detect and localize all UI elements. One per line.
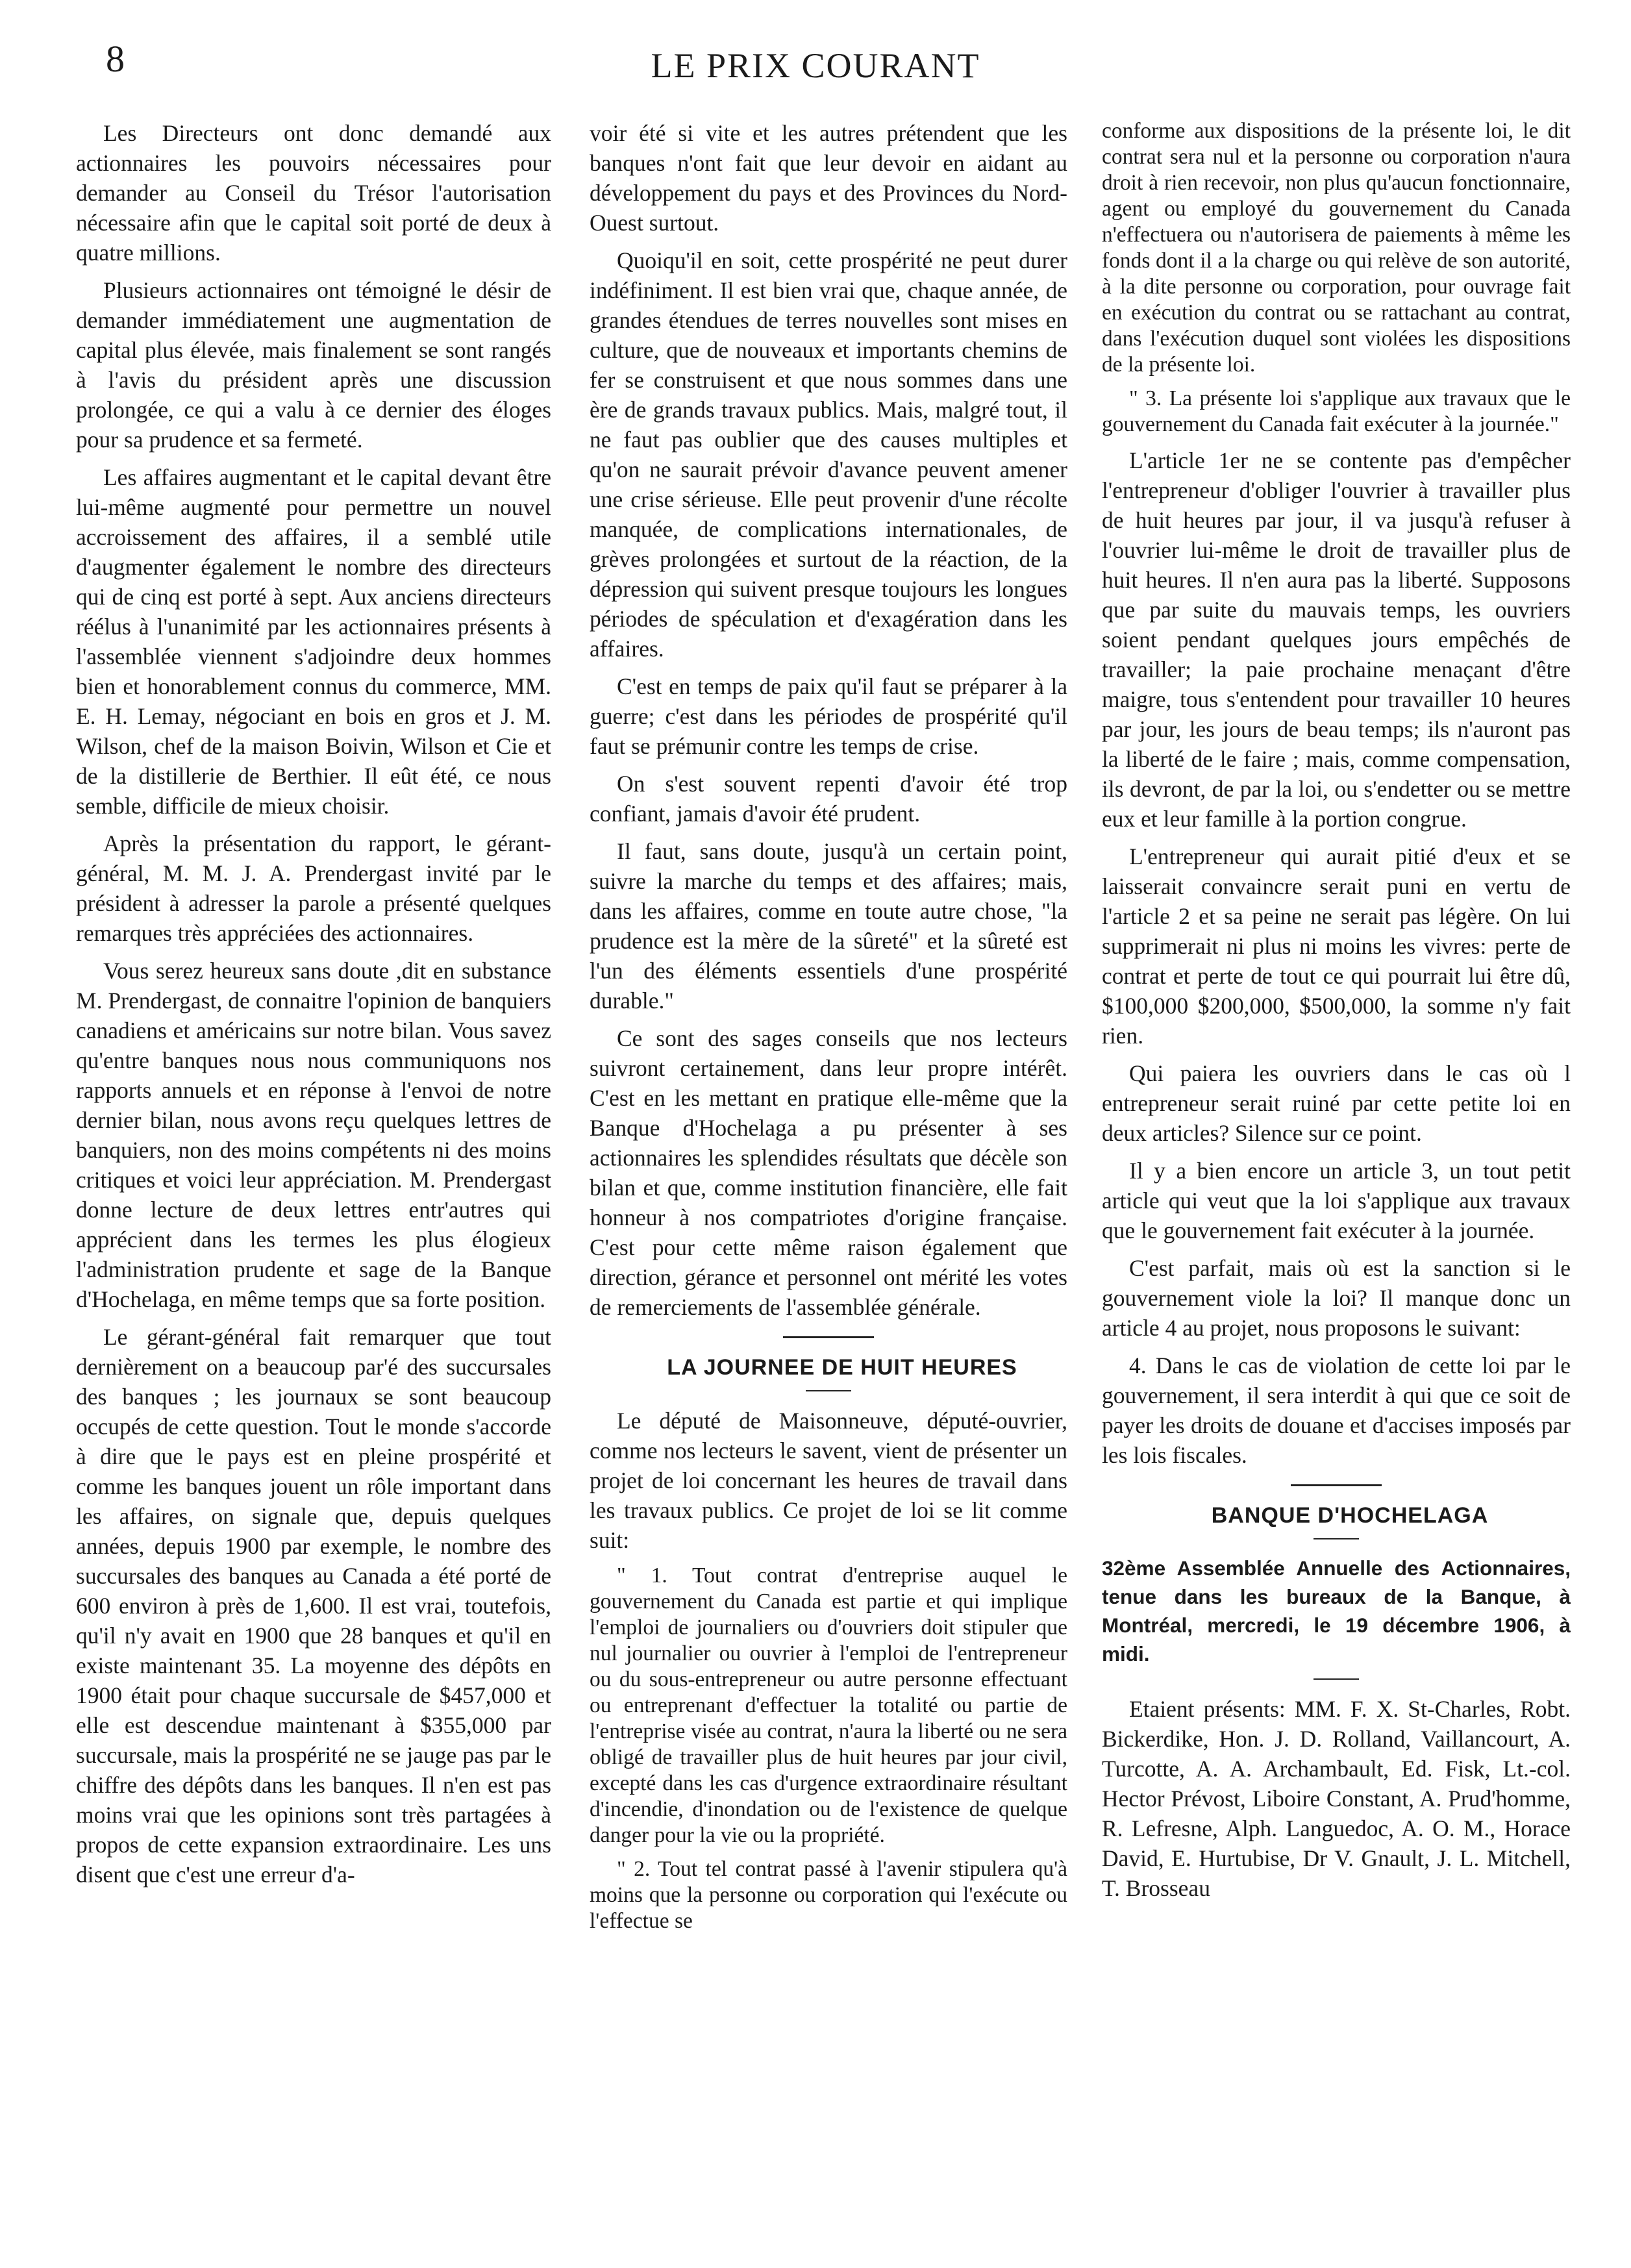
paragraph: Il y a bien encore un article 3, un tout petit article qui veut que la loi s'applique aux travaux que le gouvernement fait exécuter à la journée. bbox=[1102, 1158, 1571, 1243]
quoted-article: conforme aux dispositions de la présente loi, le dit contrat sera nul et la personne ou corporation n'aura droit à rien recevoir, non plus qu'aucun fonctionnaire, agent ou employé du gouvernement du Canada n'effectuera ou n'autorisera de paiements à même les fonds dont il a la charge ou qui relève de son autorité, à la dite personne ou corporation, pour ouvrage fait en exécution du contrat ou se rattachant au contrat, dans l'exécution duquel sont violées les dispositions de la présente loi. bbox=[1102, 119, 1571, 377]
page-number: 8 bbox=[106, 38, 125, 80]
paragraph: Ce sont des sages conseils que nos lecteurs suivront certainement, dans leur propre intérêt. C'est en les mettant en pratique elle-même que la Banque d'Hochelaga a pu présenter à ses actionnaires les splendides résultats que décèle son bilan et que, comme institution financière, elle fait honneur à nos compatriotes d'origine française. C'est pour cette même raison également que direction, gérance et personnel ont mérité les votes de remerciements de l'assemblée générale. bbox=[590, 1025, 1067, 1320]
paragraph: Le gérant-général fait remarquer que tout dernièrement on a beaucoup par'é des succursales des banques ; les journaux se sont beaucoup occupés de cette question. Tout le monde s'accorde à dire que le pays est en pleine prospérité et comme les banques jouent un rôle important dans les affaires, on signale que, depuis quelques années, depuis 1900 par exemple, le nombre des succursales des banques au Canada a été porté de 600 environ à près de 1,600. Il est vrai, toutefois, qu'il n'y avait en 1900 que 28 banques et qu'il en existe maintenant 35. La moyenne des dépôts en 1900 était pour chaque succursale de $457,000 et elle est descendue maintenant à $355,000 par succursale, mais la prospérité ne se jauge pas par le chiffre des dépôts dans les banques. Il n'en est pas moins vrai que les opinions sont très partagées à propos de cette expansion extraordinaire. Les uns disent que c'est une erreur d'a- bbox=[76, 1324, 551, 1888]
paragraph: L'article 1er ne se contente pas d'empêcher l'entrepreneur d'obliger l'ouvrier à travailler plus de huit heures par jour, il va jusqu'à refuser à l'ouvrier lui-même le droit de travailler plus de huit heures. Il n'en aura pas la liberté. Supposons que par suite du mauvais temps, les ouvriers soient pendant quelques jours empêchés de travailler; la paie prochaine menaçant d'être maigre, tous s'entendent pour travailler 10 heures par jour, les jours de beau temps; ils n'auront pas la liberté de le faire ; mais, comme compensation, ils devront, de par la loi, ou s'endetter ou se mettre eux et leur famille à la portion congrue. bbox=[1102, 447, 1571, 832]
section-heading: BANQUE D'HOCHELAGA bbox=[1211, 1503, 1489, 1528]
paragraph: 4. Dans le cas de violation de cette loi par le gouvernement, il sera interdit à qui que ce soit de payer les droits de douane et d'accises imposés par les lois fiscales. bbox=[1102, 1352, 1571, 1468]
meeting-subheading: 32ème Assemblée Annuelle des Actionnaires, tenue dans les bureaux de la Banque, à Montréal, mercredi, le 19 décembre 1906, à midi. bbox=[1102, 1556, 1571, 1665]
paragraph: Les affaires augmentant et le capital devant être lui-même augmenté pour permettre un nouvel accroissement des affaires, il a semblé utile d'augmenter également le nombre des directeurs qui de cinq est porté à sept. Aux anciens directeurs réélus à l'unanimité par les actionnaires présents à l'assemblée viennent s'adjoindre deux hommes bien et honorablement connus du commerce, MM. E. H. Lemay, négociant en bois en gros et J. M. Wilson, chef de la maison Boivin, Wilson et Cie et de la distillerie de Berthier. Il eût été, ce nous semble, difficile de mieux choisir. bbox=[76, 464, 551, 819]
paragraph: Etaient présents: MM. F. X. St-Charles, Robt. Bickerdike, Hon. J. D. Rolland, Vaillancourt, A. Turcotte, A. A. Archambault, Ed. Fisk, Lt.-col. Hector Prévost, Liboire Constant, A. Prud'homme, R. Lefresne, Alph. Languedoc, A. O. M., Horace David, E. Hurtubise, Dr V. Gnault, J. L. Mitchell, T. Brosseau bbox=[1102, 1696, 1571, 1901]
paragraph: C'est en temps de paix qu'il faut se préparer à la guerre; c'est dans les périodes de prospérité qu'il faut se prémunir contre les temps de crise. bbox=[590, 673, 1067, 759]
heading-underline bbox=[1314, 1538, 1359, 1539]
journal-title: LE PRIX COURANT bbox=[651, 46, 980, 85]
paragraph: C'est parfait, mais où est la sanction si le gouvernement viole la loi? Il manque donc un article 4 au projet, nous proposons le suivant: bbox=[1102, 1255, 1571, 1341]
paragraph: Le député de Maisonneuve, député-ouvrier, comme nos lecteurs le savent, vient de présenter un projet de loi concernant les heures de travail dans les travaux publics. Ce projet de loi se lit comme suit: bbox=[590, 1408, 1067, 1553]
quoted-article: " 1. Tout contrat d'entreprise auquel le gouvernement du Canada est partie et qui implique l'emploi de journaliers ou d'ouvriers doit stipuler que nul journalier ou ouvrier à l'emploi de l'entrepreneur ou du sous-entrepreneur ou autre personne effectuant ou entreprenant d'effectuer la totalité ou partie de l'entreprise visée au contrat, n'aura la liberté ou ne sera obligé de travailler plus de huit heures par jour civil, excepté dans les cas d'urgence extraordinaire résultant d'incendie, d'inondation ou de l'existence de quelque danger pour la vie ou la propriété. bbox=[590, 1564, 1067, 1847]
paragraph: Vous serez heureux sans doute ,dit en substance M. Prendergast, de connaitre l'opinion de banquiers canadiens et américains sur notre bilan. Vous savez qu'entre banques nous nous communiquons nos rapports annuels et en réponse à l'envoi de notre dernier bilan, nous avons reçu quelques lettres de banquiers, non des moins compétents ni des moins critiques et voici leur appréciation. M. Prendergast donne lecture de deux lettres entr'autres qui apprécient dans les termes les plus élogieux l'administration prudente et sage de la Banque d'Hochelaga, en même temps que sa forte position. bbox=[76, 958, 551, 1312]
section-divider bbox=[783, 1336, 874, 1338]
article-column-3 bbox=[1102, 118, 1571, 1911]
article-column-1 bbox=[76, 118, 551, 1897]
paragraph: voir été si vite et les autres prétendent que les banques n'ont fait que leur devoir en aidant au développement du pays et des Provinces du Nord-Ouest surtout. bbox=[590, 120, 1067, 236]
subheading-underline bbox=[1314, 1678, 1359, 1680]
section-divider bbox=[1291, 1484, 1382, 1486]
paragraph: Plusieurs actionnaires ont témoigné le désir de demander immédiatement une augmentation de capital plus élevée, mais finalement se sont rangés à l'avis du président après une discussion prolongée, ce qui a valu à ce dernier des éloges pour sa prudence et sa fermeté. bbox=[76, 277, 551, 453]
paragraph: Après la présentation du rapport, le gérant-général, M. M. J. A. Prendergast invité par le président à adresser la parole a présenté quelques remarques très appréciées des actionnaires. bbox=[76, 830, 551, 946]
article-column-2 bbox=[590, 118, 1067, 1942]
paragraph: Quoiqu'il en soit, cette prospérité ne peut durer indéfiniment. Il est bien vrai que, chaque année, de grandes étendues de terres nouvelles sont mises en culture, que de nouveaux et importants chemins de fer se construisent et que nous sommes dans une ère de grands travaux publics. Mais, malgré tout, il ne faut pas oublier que des causes multiples et qu'on ne saurait prévoir d'avance peuvent amener une crise sérieuse. Elle peut provenir d'une récolte manquée, de complications internationales, de grèves prolongées et surtout de la réaction, de la dépression qui suivent presque toujours les longues périodes de spéculation et d'exagération dans les affaires. bbox=[590, 247, 1067, 662]
paragraph: L'entrepreneur qui aurait pitié d'eux et se laisserait convaincre serait puni en vertu de l'article 2 et sa peine ne serait pas légère. On lui supprimerait ni plus ni moins les vivres: perte de contrat et perte de tout ce qui pourrait lui être dû, $100,000 $200,000, $500,000, la somme n'y fait rien. bbox=[1102, 843, 1571, 1049]
paragraph: On s'est souvent repenti d'avoir été trop confiant, jamais d'avoir été prudent. bbox=[590, 771, 1067, 827]
quoted-article: " 3. La présente loi s'applique aux travaux que le gouvernement du Canada fait exécuter à la journée." bbox=[1102, 386, 1571, 436]
paragraph: Qui paiera les ouvriers dans le cas où l entrepreneur serait ruiné par cette petite loi en deux articles? Silence sur ce point. bbox=[1102, 1060, 1571, 1146]
section-heading: LA JOURNEE DE HUIT HEURES bbox=[667, 1355, 1017, 1380]
paragraph: Les Directeurs ont donc demandé aux actionnaires les pouvoirs nécessaires pour demander au Conseil du Trésor l'autorisation nécessaire afin que le capital soit porté de deux à quatre millions. bbox=[76, 120, 551, 266]
quoted-article: " 2. Tout tel contrat passé à l'avenir stipulera qu'à moins que la personne ou corporation qui l'exécute ou l'effectue se bbox=[590, 1857, 1067, 1933]
paragraph: Il faut, sans doute, jusqu'à un certain point, suivre la marche du temps et des affaires; mais, dans les affaires, comme en toute autre chose, "la prudence est la mère de la sûreté" et la sûreté est l'un des éléments essentiels d'une prospérité durable." bbox=[590, 838, 1067, 1014]
heading-underline bbox=[806, 1390, 851, 1391]
